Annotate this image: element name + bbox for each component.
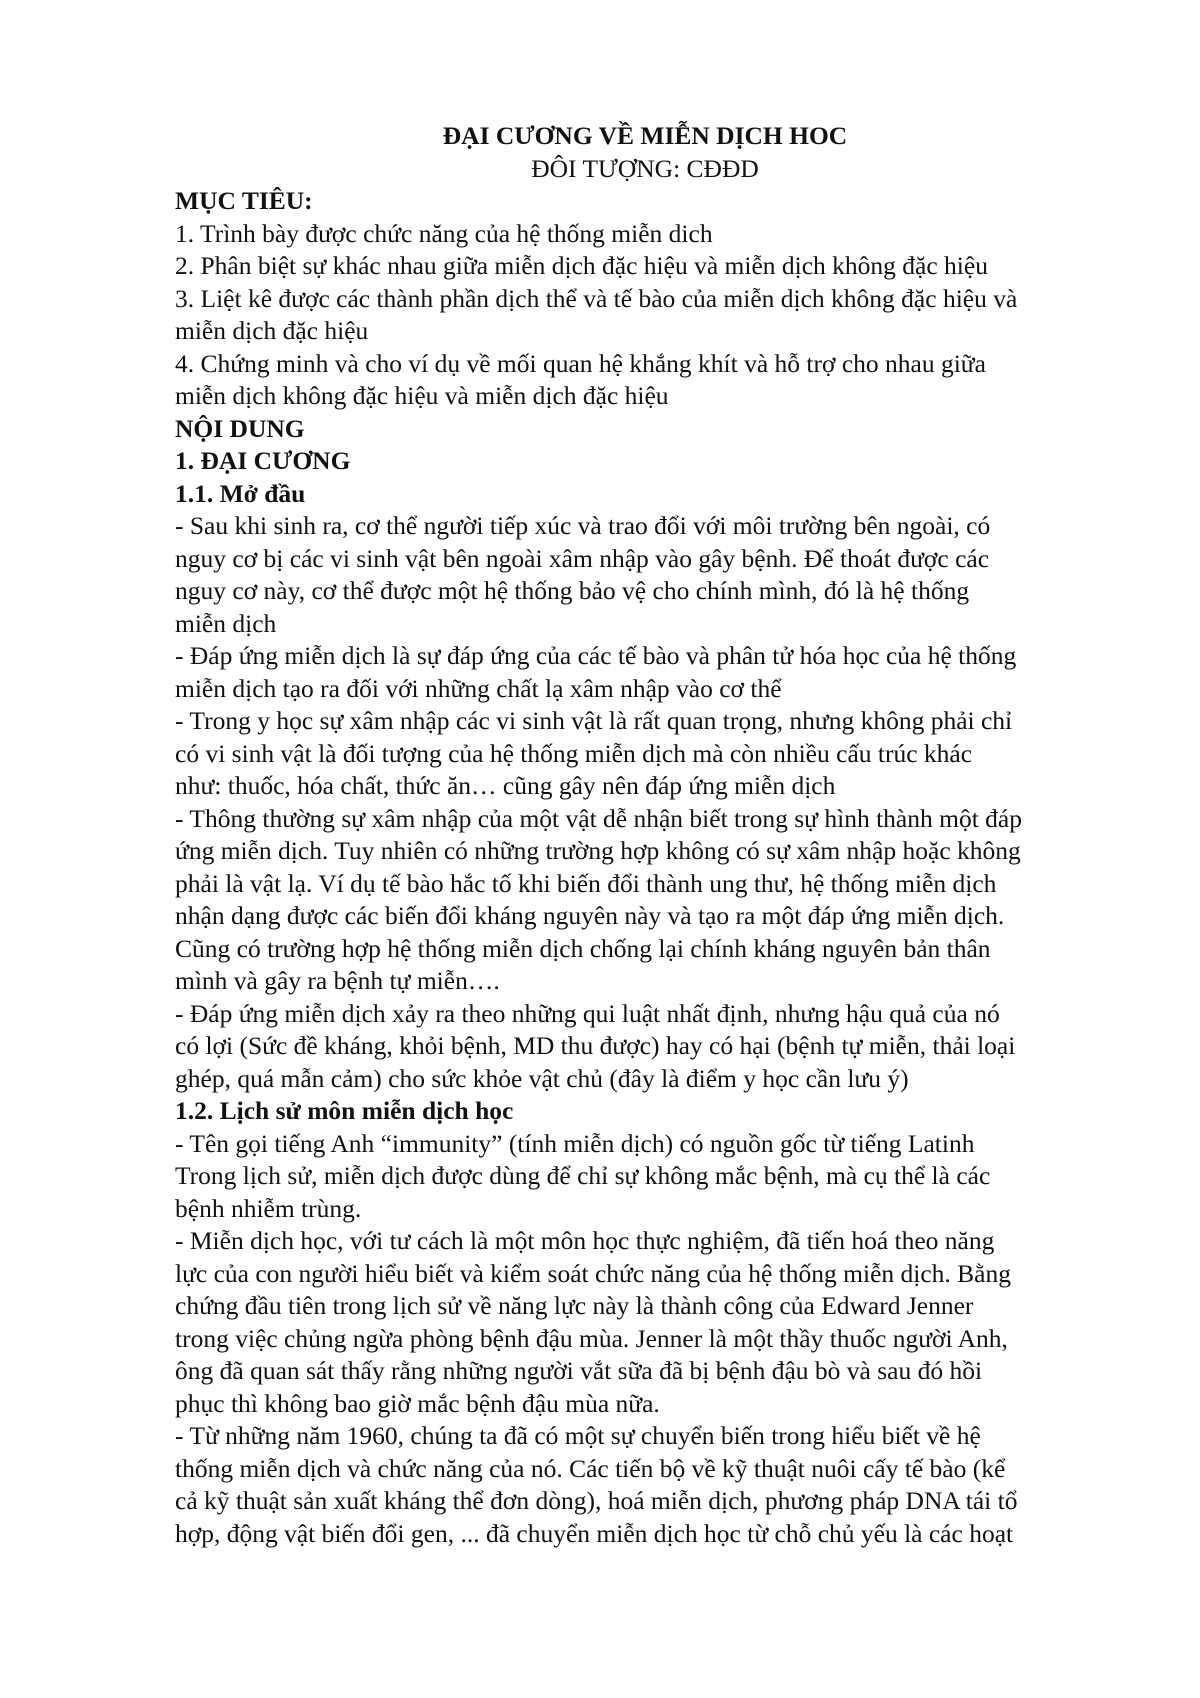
text-line: lực của con người hiểu biết và kiểm soát chức năng của hệ thống miễn dịch. Bằng [175,1258,1011,1288]
paragraph [175,998,1115,1096]
paragraph [175,640,1115,705]
subsection-heading: 1.1. Mở đầu [175,478,306,508]
text-line: - Miễn dịch học, với tư cách là một môn học thực nghiệm, đã tiến hoá theo năng [175,1226,995,1255]
text-line: - Sau khi sinh ra, cơ thể người tiếp xúc và trao đổi với môi trường bên ngoài, có [175,511,991,540]
content-heading: NỘI DUNG [175,413,305,443]
text-line: - Đáp ứng miễn dịch xảy ra theo những qui luật nhất định, nhưng hậu quả của nó [175,998,1000,1028]
text-line: - Đáp ứng miễn dịch là sự đáp ứng của các tế bào và phân tử hóa học của hệ thống [175,641,1017,670]
text-line: ứng miễn dịch. Tuy nhiên có những trường hợp không có sự xâm nhập hoặc không [175,836,1021,865]
objective-item: 4. Chứng minh và cho ví dụ về mối quan hệ khắng khít và hỗ trợ cho nhau giữa [175,348,986,378]
objective-item: 2. Phân biệt sự khác nhau giữa miễn dịch đặc hiệu và miễn dịch không đặc hiệu [175,251,988,280]
section-heading: 1. ĐẠI CƯƠNG [175,446,351,475]
paragraph [175,1420,1115,1550]
text-line: phục thì không bao giờ mắc bệnh đậu mùa nữa. [175,1388,660,1418]
text-line: - Từ những năm 1960, chúng ta đã có một sự chuyển biến trong hiểu biết về hệ [175,1421,981,1450]
paragraph [175,705,1115,803]
subsection-heading: 1.2. Lịch sử môn miễn dịch học [175,1096,514,1125]
text-line: thống miễn dịch và chức năng của nó. Các tiến bộ về kỹ thuật nuôi cấy tế bào (kể [175,1453,1006,1483]
text-line: - Trong y học sự xâm nhập các vi sinh vật là rất quan trọng, nhưng không phải chỉ [175,706,1013,735]
text-line: nguy cơ bị các vi sinh vật bên ngoài xâm nhập vào gây bệnh. Để thoát được các [175,543,990,573]
text-line: nhận dạng được các biến đổi kháng nguyên này và tạo ra một đáp ứng miễn dịch. [175,901,1005,930]
document-page [175,120,1115,1550]
paragraph [175,510,1115,640]
text-line: cả kỹ thuật sản xuất kháng thể đơn dòng), hoá miễn dịch, phương pháp DNA tái tổ [175,1486,1018,1515]
paragraph [175,1128,1115,1226]
text-line: bệnh nhiễm trùng. [175,1193,362,1223]
objectives-heading: MỤC TIÊU: [175,186,313,215]
document-subtitle: ĐÔI TƯỢNG: CĐĐD [531,153,759,183]
text-line: - Tên gọi tiếng Anh “immunity” (tính miễn dịch) có nguồn gốc từ tiếng Latinh [175,1128,975,1158]
objective-item: miễn dịch không đặc hiệu và miễn dịch đặc hiệu [175,381,669,410]
text-line: phải là vật lạ. Ví dụ tế bào hắc tố khi biến đổi thành ung thư, hệ thống miễn dịch [175,868,997,898]
objective-item: 1. Trình bày được chức năng của hệ thống miễn dich [175,218,713,248]
paragraph [175,1225,1115,1420]
text-line: chứng đầu tiên trong lịch sử về năng lực này là thành công của Edward Jenner [175,1291,974,1320]
text-line: như: thuốc, hóa chất, thức ăn… cũng gây nên đáp ứng miễn dịch [175,771,836,800]
text-line: có lợi (Sức đề kháng, khỏi bệnh, MD thu được) hay có hại (bệnh tự miễn, thải loại [175,1031,1016,1060]
text-line: ông đã quan sát thấy rằng những người vắt sữa đã bị bệnh đậu bò và sau đó hồi [175,1356,983,1385]
objective-item: miễn dịch đặc hiệu [175,316,369,345]
text-line: - Thông thường sự xâm nhập của một vật dễ nhận biết trong sự hình thành một đáp [175,803,1022,833]
text-line: có vi sinh vật là đối tượng của hệ thống miễn dịch mà còn nhiều cấu trúc khác [175,738,973,768]
text-line: Trong lịch sử, miễn dịch được dùng để chỉ sự không mắc bệnh, mà cụ thể là các [175,1161,991,1190]
objective-item: 3. Liệt kê được các thành phần dịch thể và tế bào của miễn dịch không đặc hiệu và [175,283,1018,313]
text-line: trong việc chủng ngừa phòng bệnh đậu mùa. Jenner là một thầy thuốc người Anh, [175,1323,1008,1353]
paragraph [175,803,1115,998]
document-title: ĐẠI CƯƠNG VỀ MIỄN DỊCH HOC [442,121,848,150]
text-line: nguy cơ này, cơ thể được một hệ thống bảo vệ cho chính mình, đó là hệ thống [175,576,970,605]
text-line: hợp, động vật biến đổi gen, ... đã chuyển miễn dịch học từ chỗ chủ yếu là các hoạt [175,1518,1014,1548]
text-line: miễn dịch [175,608,277,638]
text-line: ghép, quá mẫn cảm) cho sức khỏe vật chủ (đây là điểm y học cần lưu ý) [175,1063,909,1093]
text-line: mình và gây ra bệnh tự miễn…. [175,966,500,995]
text-line: miễn dịch tạo ra đối với những chất lạ xâm nhập vào cơ thể [175,673,782,703]
text-line: Cũng có trường hợp hệ thống miễn dịch chống lại chính kháng nguyên bản thân [175,933,991,963]
